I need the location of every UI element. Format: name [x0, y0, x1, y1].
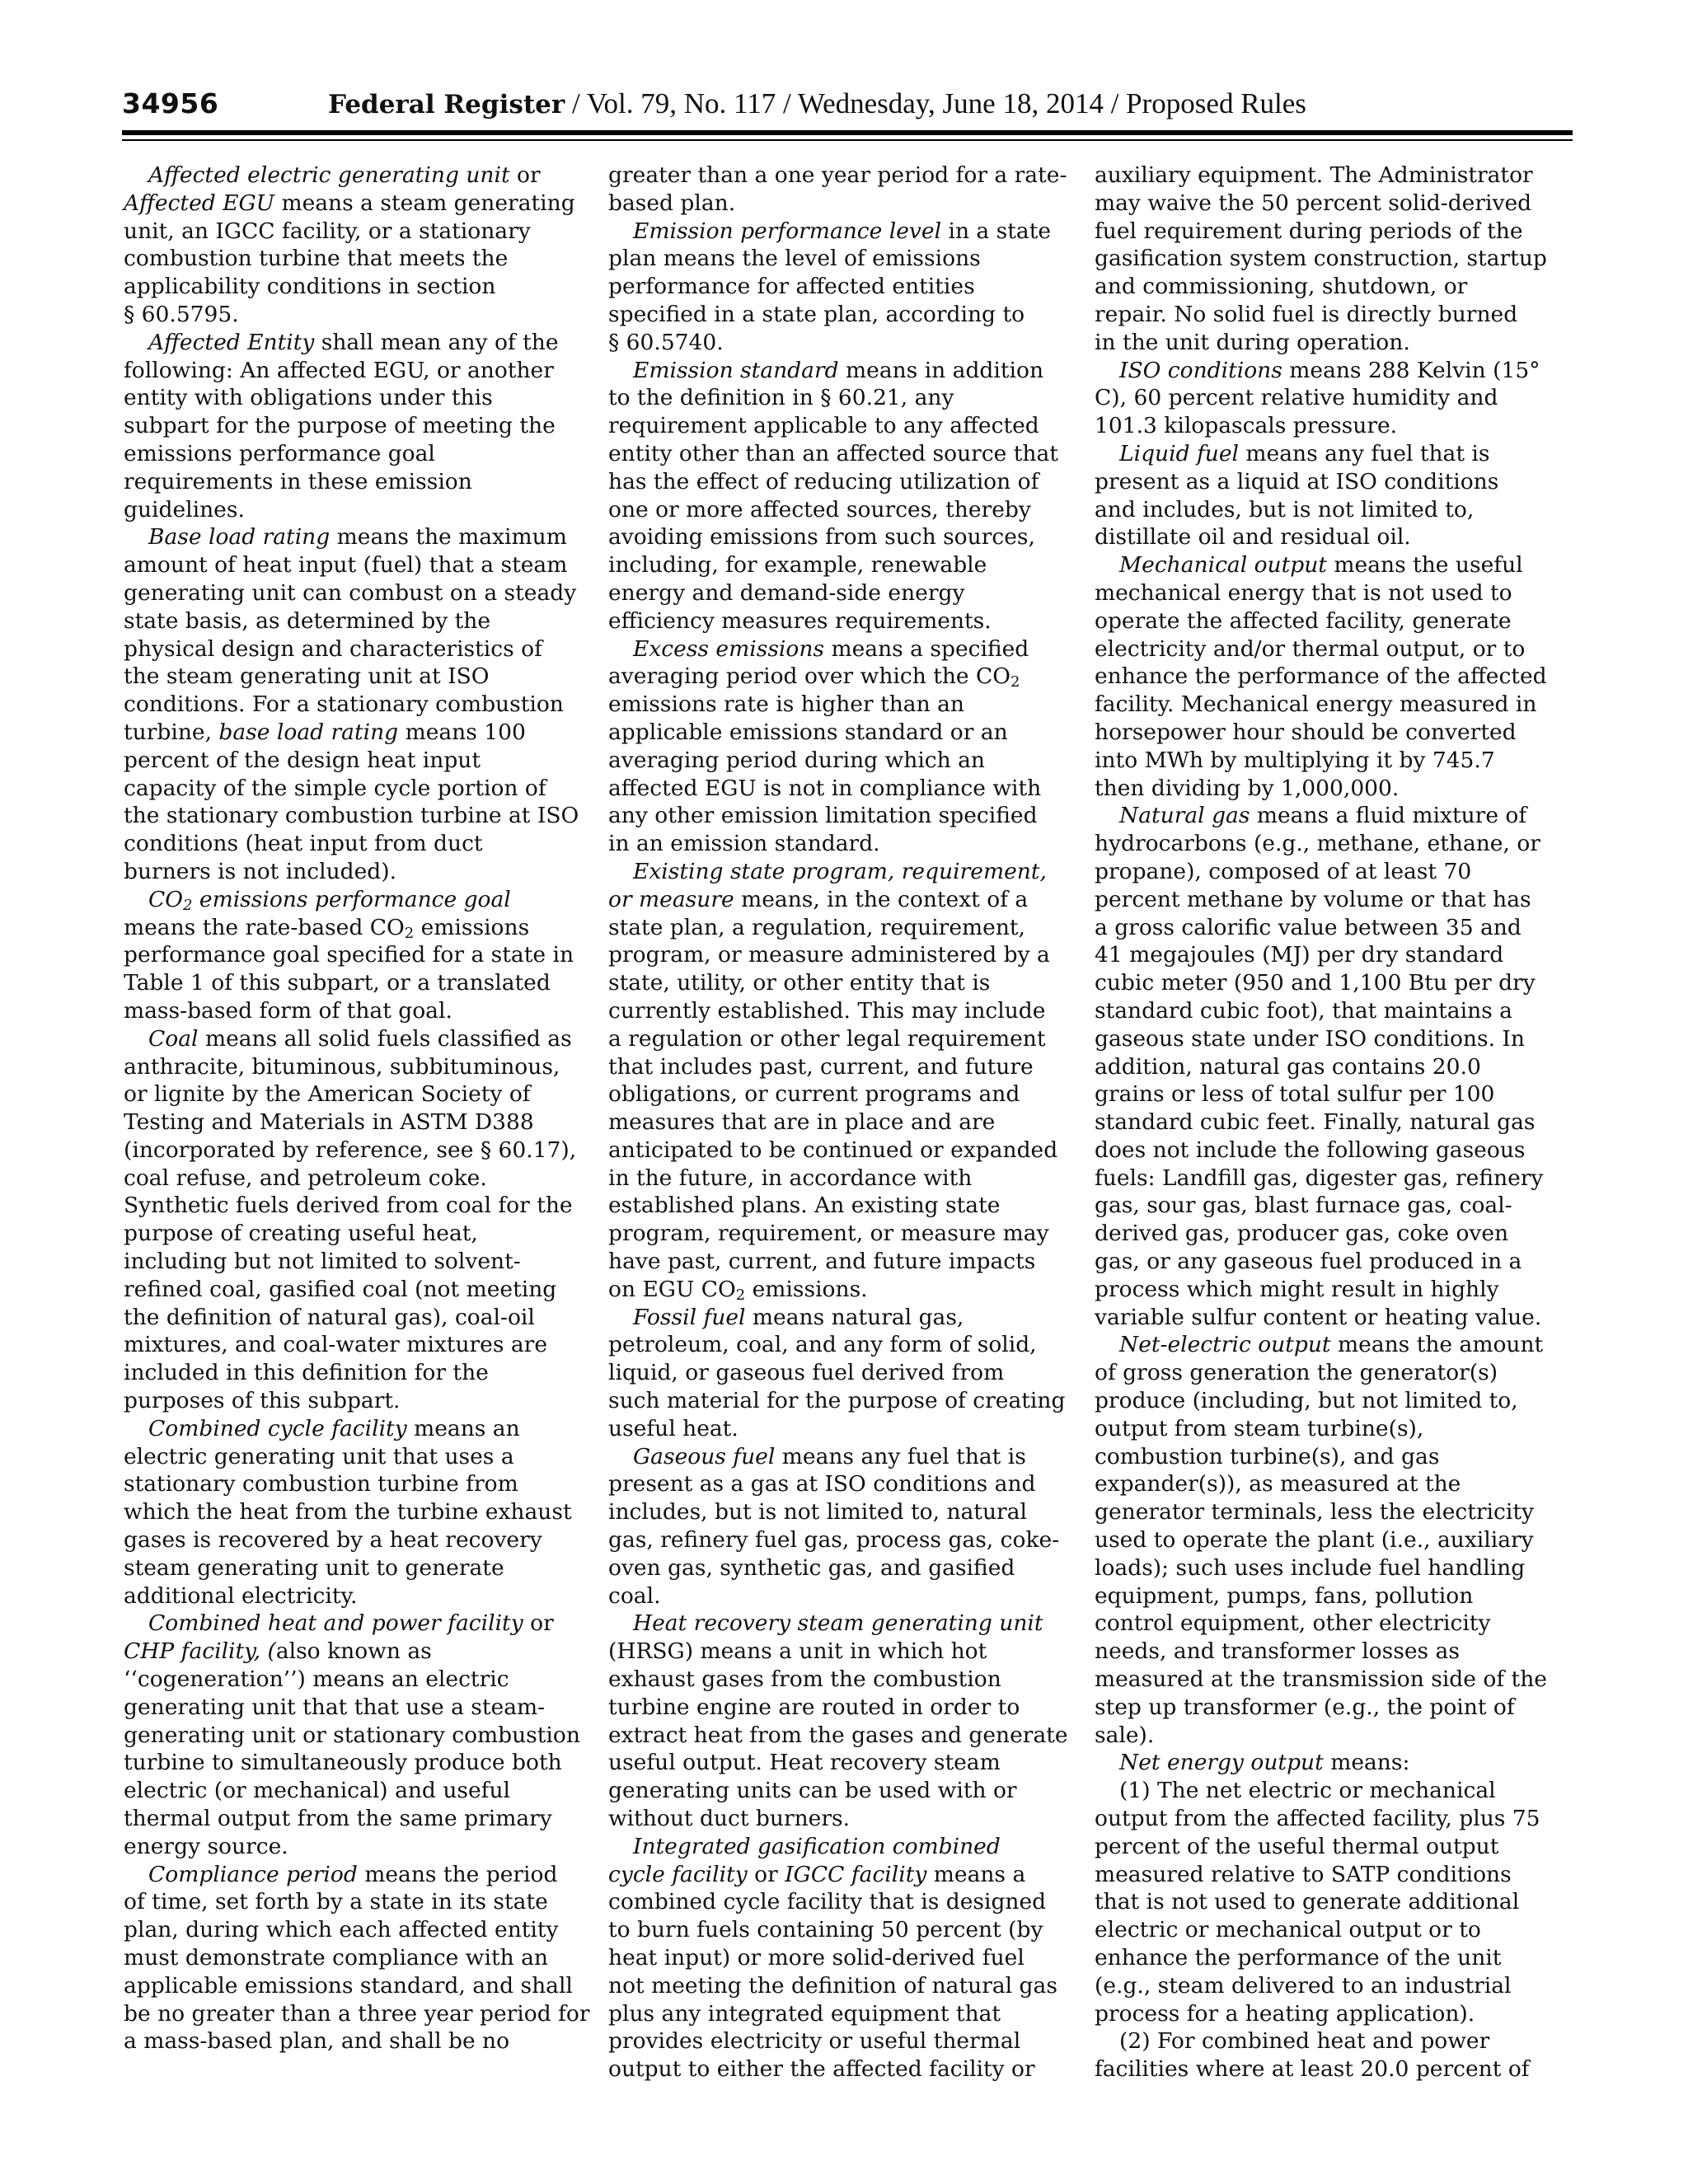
defined-term: IGCC facility [785, 1861, 927, 1887]
definition-text: means the useful mechanical energy that is not used to operate the affected facility, generate electricity and/or thermal output, or to enhance the performance of the affected facility. Mechanical energy measured in horsepower hour should be converted into MWh by multiplying it by 745.7 then dividing by 1,000,000. [1095, 552, 1547, 801]
definition-text: also known as ‘‘cogeneration’’) means an electric generating unit that that use a steam- generating unit or stationary combustion turbine to simultaneously produce both electric (or mechanical) and useful thermal output from the same primary energy source. [124, 1638, 580, 1859]
header-rule-thick [122, 130, 1573, 135]
defined-term: Affected Entity [148, 329, 315, 355]
defined-term: Mechanical output [1119, 552, 1327, 579]
definition-text: means natural gas, petroleum, coal, and any form of solid, liquid, or gaseous fuel derived from such material for the purpose of creating useful heat. [608, 1304, 1066, 1441]
definition-paragraph [124, 1025, 593, 1415]
body-paragraph [1095, 1777, 1573, 2027]
definition-paragraph [608, 1833, 1080, 2083]
definition-text: means a steam generating unit, an IGCC facility, or a stationary combustion turbine that meets the applicability conditions in section § 60.5795. [124, 190, 575, 327]
defined-term: Combined cycle facility [148, 1415, 407, 1441]
defined-term: base load rating [218, 719, 399, 745]
definition-text: means a specified averaging period over which the $CO_2$ emissions rate is higher than an applicable emissions standard or an averaging period during which an affected EGU is not in compliance with any other emission limitation specified in an emission standard. [608, 635, 1042, 857]
page-header [122, 84, 1573, 134]
definition-text: means the rate-based $CO_2$ emissions performance goal specified for a state in Table 1 of this subpart, or a translated mass-based form of that goal. [124, 914, 574, 1024]
definition-text: (2) For combined heat and power facilities where at least 20.0 percent of [1095, 2028, 1530, 2083]
defined-term: Combined heat and power facility [148, 1610, 523, 1637]
definition-text: means, in the context of a state plan, a regulation, requirement, program, or measure administered by a state, utility, or other entity that is currently established. This may include a regulation or other legal requirement that includes past, current, and future obligations, or current programs and measures that are in place and are anticipated to be continued or expanded in the future, in accordance with established plans. An existing state program, requirement, or measure may have past, current, and future impacts on EGU $CO_2$ emissions. [608, 886, 1058, 1304]
definition-text: means an electric generating unit that uses a stationary combustion turbine from which the heat from the turbine exhaust gases is recovered by a heat recovery steam generating unit to generate additional electricity. [124, 1415, 572, 1609]
defined-term: $CO_2$ emissions performance goal [148, 886, 511, 914]
definition-text: greater than a one year period for a rate- based plan. [608, 162, 1067, 216]
defined-term: Natural gas [1119, 803, 1250, 829]
definition-text: means all solid fuels classified as anthracite, bituminous, subbituminous, or lignite by the American Society of Testing and Materials in ASTM D388 (incorporated by reference, see § 60.17), coal refuse, and petroleum coke. Synthetic fuels derived from coal for the purpose of creating useful heat, including but not limited to solvent- refined coal, gasified coal (not meeting the definition of natural gas), coal-oil mixtures, and coal-water mixtures are included in this definition for the purposes of this subpart. [124, 1025, 577, 1414]
definition-text: means the amount of gross generation the generator(s) produce (including, but not limited to, output from steam turbine(s), combustion turbine(s), and gas expander(s)), as measured at the generator terminals, less the electricity used to operate the plant (i.e., auxiliary loads); such uses include fuel handling equipment, pumps, fans, pollution control equipment, other electricity needs, and transformer losses as measured at the transmission side of the step up transformer (e.g., the point of sale). [1095, 1332, 1547, 1748]
defined-term: Net-electric output [1119, 1332, 1331, 1358]
definition-text: in a state plan means the level of emissions performance for affected entities specified in a state plan, according to § 60.5740. [608, 218, 1052, 355]
definition-paragraph [124, 162, 593, 329]
defined-term: Base load rating [148, 524, 331, 551]
header-rule-thin [122, 139, 1573, 141]
definition-paragraph [124, 1610, 593, 1860]
defined-term: CHP facility, ( [124, 1638, 276, 1665]
definition-text: auxiliary equipment. The Administrator may waive the 50 percent solid-derived fuel requirement during periods of the gasification system construction, startup and commissioning, shutdown, or repair. No solid fuel is directly burned in the unit during operation. [1095, 162, 1547, 355]
definition-paragraph [124, 1861, 593, 2056]
definition-text: (HRSG) means a unit in which hot exhaust gases from the combustion turbine engine are routed in order to extract heat from the gases and generate useful output. Heat recovery steam generating units can be used with or without duct burners. [608, 1638, 1068, 1832]
definition-paragraph [1095, 1331, 1573, 1749]
defined-term: Excess emissions [633, 635, 825, 662]
definition-text: means any fuel that is present as a gas at ISO conditions and includes, but is not limited to, natural gas, refinery fuel gas, process gas, coke- oven gas, synthetic gas, and gasified coal. [608, 1443, 1060, 1609]
definition-paragraph [608, 1610, 1080, 1832]
definition-text: means in addition to the definition in § 60.21, any requirement applicable to any affected entity other than an affected source that has the effect of reducing utilization of one or more affected sources, thereby avoiding emissions from such sources, including, for example, renewable energy and demand-side energy efficiency measures requirements. [608, 357, 1058, 634]
definition-text: or [530, 1610, 554, 1637]
definition-paragraph [608, 858, 1080, 1304]
definition-text: or [517, 162, 541, 188]
definition-text: means a fluid mixture of hydrocarbons (e.g., methane, ethane, or propane), composed of at least 70 percent methane by volume or that has a gross calorific value between 35 and 41 megajoules (MJ) per dry standard cubic meter (950 and 1,100 Btu per dry standard cubic foot), that maintains a gaseous state under ISO conditions. In addition, natural gas contains 20.0 grains or less of total sulfur per 100 standard cubic feet. Finally, natural gas does not include the following gaseous fuels: Landfill gas, digester gas, refinery gas, sour gas, blast furnace gas, coal- derived gas, producer gas, coke oven gas, or any gaseous fuel produced in a process which might result in highly variable sulfur content or heating value. [1095, 803, 1544, 1330]
definition-paragraph [1095, 440, 1573, 551]
defined-term: Existing state program, requirement, or measure [608, 858, 1047, 912]
definition-text: means 100 percent of the design heat input capacity of the simple cycle portion of the stationary combustion turbine at ISO conditions (heat input from duct burners is not included). [124, 719, 579, 884]
definition-paragraph [1095, 802, 1573, 1331]
definition-paragraph [1095, 1749, 1573, 1777]
defined-term: Net energy output [1119, 1750, 1324, 1776]
body-paragraph [608, 162, 1080, 218]
definition-text: or [747, 1861, 785, 1887]
definition-paragraph [608, 1304, 1080, 1443]
defined-term: Affected EGU [124, 190, 275, 216]
body-paragraph [1095, 162, 1573, 357]
definition-text: (1) The net electric or mechanical output from the affected facility, plus 75 percent of the useful thermal output measured relative to SATP conditions that is not used to generate additional electric or mechanical output or to enhance the performance of the unit (e.g., steam delivered to an industrial process for a heating application). [1095, 1778, 1540, 2027]
citation: / Vol. 79, No. 117 / Wednesday, June 18, 2014 / Proposed Rules [565, 87, 1306, 120]
column-2 [608, 162, 1080, 2083]
definition-text: means 288 Kelvin (15° C), 60 percent relative humidity and 101.3 kilopascals pressure. [1095, 357, 1540, 439]
column-1 [124, 162, 593, 2055]
defined-term: Coal [148, 1025, 199, 1052]
running-header [328, 87, 1306, 120]
defined-term: Liquid fuel [1119, 440, 1239, 466]
definition-paragraph [124, 523, 593, 885]
defined-term: Emission performance level [633, 218, 942, 244]
definition-paragraph [1095, 551, 1573, 802]
defined-term: Emission standard [633, 357, 839, 383]
body-paragraph [1095, 2027, 1573, 2083]
defined-term: Affected electric generating unit [148, 162, 510, 188]
defined-term: Heat recovery steam generating unit [633, 1610, 1043, 1637]
definition-text: means: [1323, 1750, 1410, 1776]
definition-text: means the period of time, set forth by a state in its state plan, during which each affected entity must demonstrate compliance with an applicable emissions standard, and shall be no greater than a three year period for a mass-based plan, and shall be no [124, 1861, 590, 2055]
defined-term: Integrated gasification combined cycle facility [608, 1833, 1001, 1887]
column-3 [1095, 162, 1573, 2083]
defined-term: Compliance period [148, 1861, 358, 1887]
page-number: 34956 [122, 87, 219, 120]
defined-term: Fossil fuel [633, 1304, 746, 1330]
defined-term: Gaseous fuel [633, 1443, 776, 1469]
definition-paragraph [1095, 357, 1573, 440]
definition-paragraph [608, 635, 1080, 858]
definition-text: shall mean any of the following: An affected EGU, or another entity with obligations under this subpart for the purpose of meeting the emissions performance goal requirements in these emission guidelines. [124, 329, 559, 523]
defined-term: ISO conditions [1119, 357, 1282, 383]
definition-paragraph [608, 1443, 1080, 1610]
definition-paragraph [608, 357, 1080, 635]
definition-paragraph [124, 886, 593, 1025]
definition-text: means any fuel that is present as a liquid at ISO conditions and includes, but is not limited to, distillate oil and residual oil. [1095, 440, 1499, 551]
definition-paragraph [124, 329, 593, 524]
definition-text: means the maximum amount of heat input (fuel) that a steam generating unit can combust on a steady state basis, as determined by the physical design and characteristics of the steam generating unit at ISO conditions. For a stationary combustion turbine, [124, 524, 577, 745]
definition-paragraph [124, 1415, 593, 1610]
definition-paragraph [608, 218, 1080, 357]
journal-name: Federal Register [328, 90, 565, 120]
definition-text: means a combined cycle facility that is designed to burn fuels containing 50 percent (by heat input) or more solid-derived fuel not meeting the definition of natural gas plus any integrated equipment that provides electricity or useful thermal output to either the affected facility or [608, 1861, 1057, 2083]
